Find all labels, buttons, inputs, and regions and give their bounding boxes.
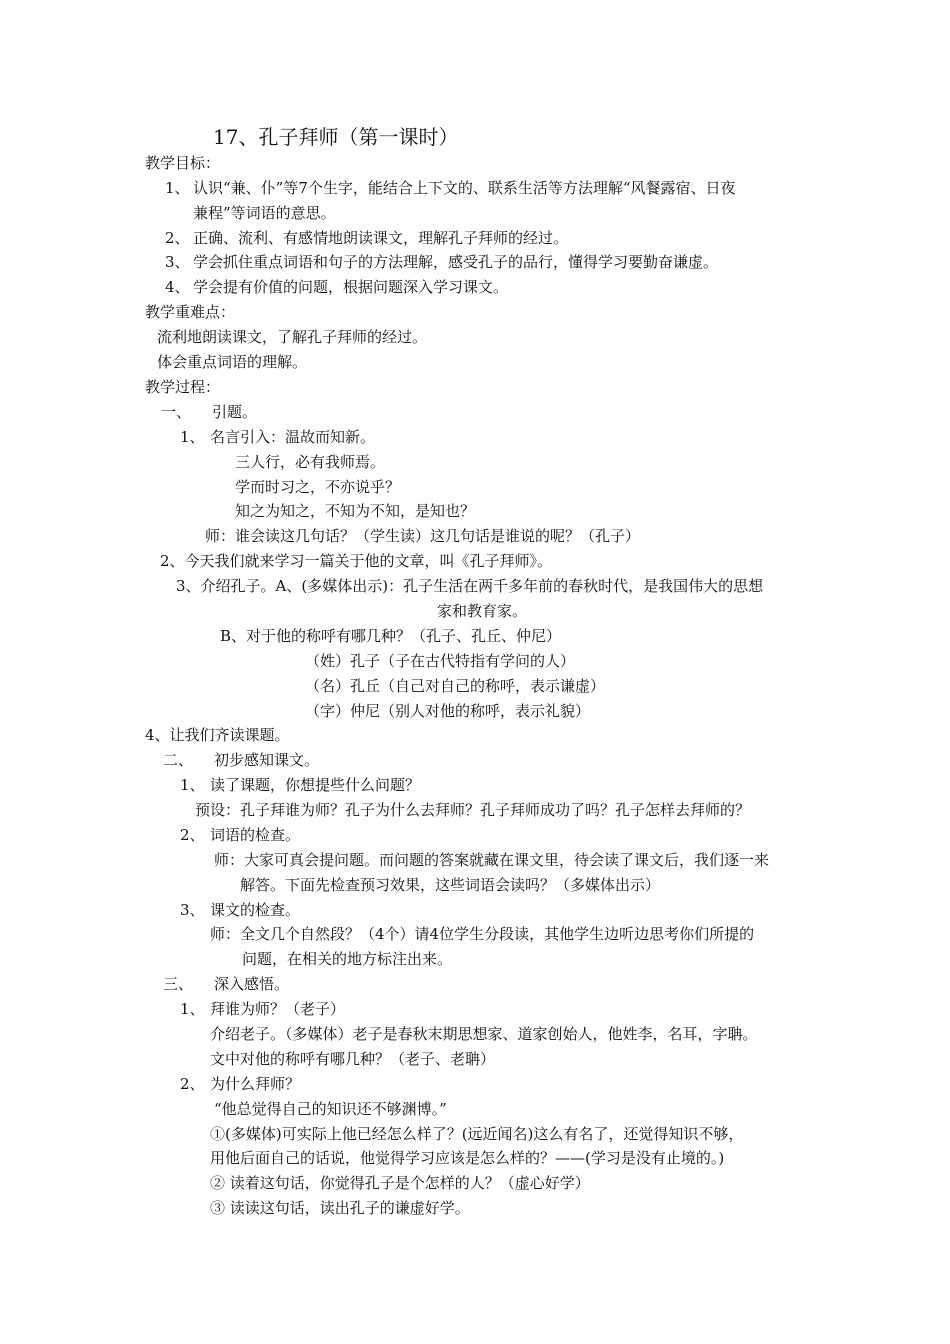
item-text: ③ 读读这句话，读出孔子的谦虚好学。 bbox=[210, 1199, 470, 1217]
item-number: 2、 bbox=[180, 826, 205, 844]
item-text: 读了课题，你想提些什么问题？ bbox=[210, 776, 421, 794]
section-number: 一、 bbox=[161, 403, 192, 421]
objective-number: 3、 bbox=[165, 253, 190, 271]
page-title: 17、孔子拜师（第一课时） bbox=[213, 125, 459, 149]
key-point-text: 流利地朗读课文，了解孔子拜师的经过。 bbox=[157, 328, 428, 346]
objective-text: 学会抓住重点词语和句子的方法理解，感受孔子的品行，懂得学习要勤奋谦虚。 bbox=[193, 253, 719, 271]
key-points-heading: 教学重难点： bbox=[145, 303, 236, 321]
teacher-line: 师：大家可真会提问题。而问题的答案就藏在课文里，待会读了课文后，我们逐一来 bbox=[214, 851, 770, 869]
item-text: 词语的检查。 bbox=[210, 826, 301, 844]
section-title: 初步感知课文。 bbox=[214, 751, 320, 769]
section-number: 二、 bbox=[163, 751, 194, 769]
item-text: 名言引入：温故而知新。 bbox=[210, 428, 376, 446]
objective-number: 1、 bbox=[165, 179, 190, 197]
item-text: 拜谁为师？（老子） bbox=[210, 1000, 346, 1018]
teacher-line: 问题，在相关的地方标注出来。 bbox=[242, 950, 453, 968]
item-number: 1、 bbox=[180, 776, 205, 794]
item-text: B、对于他的称呼有哪几种？（孔子、孔丘、仲尼） bbox=[220, 627, 562, 645]
name-line: （字）仲尼（别人对他的称呼，表示礼貌） bbox=[305, 702, 591, 720]
objective-text: 正确、流利、有感情地朗读课文，理解孔子拜师的经过。 bbox=[193, 229, 569, 247]
item-text: 课文的检查。 bbox=[210, 901, 301, 919]
item-number: 2、 bbox=[180, 1075, 205, 1093]
item-number: 1、 bbox=[180, 1000, 205, 1018]
item-number: 3、 bbox=[180, 901, 205, 919]
item-text: 2、今天我们就来学习一篇关于他的文章，叫《孔子拜师》。 bbox=[160, 552, 553, 570]
item-text: 用他后面自己的话说，他觉得学习应该是怎么样的？——(学习是没有止境的。) bbox=[210, 1149, 725, 1167]
item-text: 家和教育家。 bbox=[437, 602, 528, 620]
objective-text: 学会提有价值的问题，根据问题深入学习课文。 bbox=[193, 278, 509, 296]
item-text: ①(多媒体)可实际上他已经怎么样了？(远近闻名)这么有名了，还觉得知识不够， bbox=[210, 1125, 744, 1143]
item-text: 3、介绍孔子。A、(多媒体出示)：孔子生活在两千多年前的春秋时代，是我国伟大的思想 bbox=[176, 577, 764, 595]
quote-line: 学而时习之，不亦说乎？ bbox=[235, 478, 401, 496]
objective-text: 认识“兼、仆”等7个生字，能结合上下文的、联系生活等方法理解“风餐露宿、日夜 bbox=[193, 179, 736, 197]
name-line: （姓）孔子（子在古代特指有学问的人） bbox=[305, 652, 576, 670]
item-text: 介绍老子。（多媒体）老子是春秋末期思想家、道家创始人，他姓李，名耳，字聃。 bbox=[210, 1025, 758, 1043]
item-number: 1、 bbox=[180, 428, 205, 446]
item-text: 文中对他的称呼有哪几种？（老子、老聃） bbox=[210, 1050, 496, 1068]
objectives-heading: 教学目标： bbox=[145, 154, 221, 172]
objective-text: 兼程”等词语的意思。 bbox=[193, 204, 336, 222]
quote-line: 三人行，必有我师焉。 bbox=[235, 453, 386, 471]
quote-line: “他总觉得自己的知识还不够渊博。” bbox=[214, 1100, 447, 1118]
key-point-text: 体会重点词语的理解。 bbox=[157, 353, 308, 371]
teacher-line: 解答。下面先检查预习效果，这些词语会读吗？（多媒体出示） bbox=[240, 876, 661, 894]
objective-number: 2、 bbox=[165, 229, 190, 247]
process-heading: 教学过程： bbox=[145, 378, 221, 396]
item-text: 4、让我们齐读课题。 bbox=[145, 726, 290, 744]
objective-number: 4、 bbox=[165, 278, 190, 296]
quote-line: 知之为知之，不知为不知，是知也？ bbox=[235, 502, 476, 520]
teacher-line: 师：全文几个自然段？（4个）请4位学生分段读，其他学生边听边思考你们所提的 bbox=[210, 925, 755, 943]
item-text: ② 读着这句话，你觉得孔子是个怎样的人？（虚心好学） bbox=[210, 1174, 590, 1192]
section-number: 三、 bbox=[163, 975, 194, 993]
section-title: 深入感悟。 bbox=[214, 975, 290, 993]
teacher-line: 师：谁会读这几句话？（学生读）这几句话是谁说的呢？（孔子） bbox=[205, 527, 641, 545]
name-line: （名）孔丘（自己对自己的称呼，表示谦虚） bbox=[305, 677, 606, 695]
section-title: 引题。 bbox=[212, 403, 258, 421]
item-text: 预设：孔子拜谁为师？孔子为什么去拜师？孔子拜师成功了吗？孔子怎样去拜师的？ bbox=[195, 801, 751, 819]
item-text: 为什么拜师？ bbox=[210, 1075, 301, 1093]
